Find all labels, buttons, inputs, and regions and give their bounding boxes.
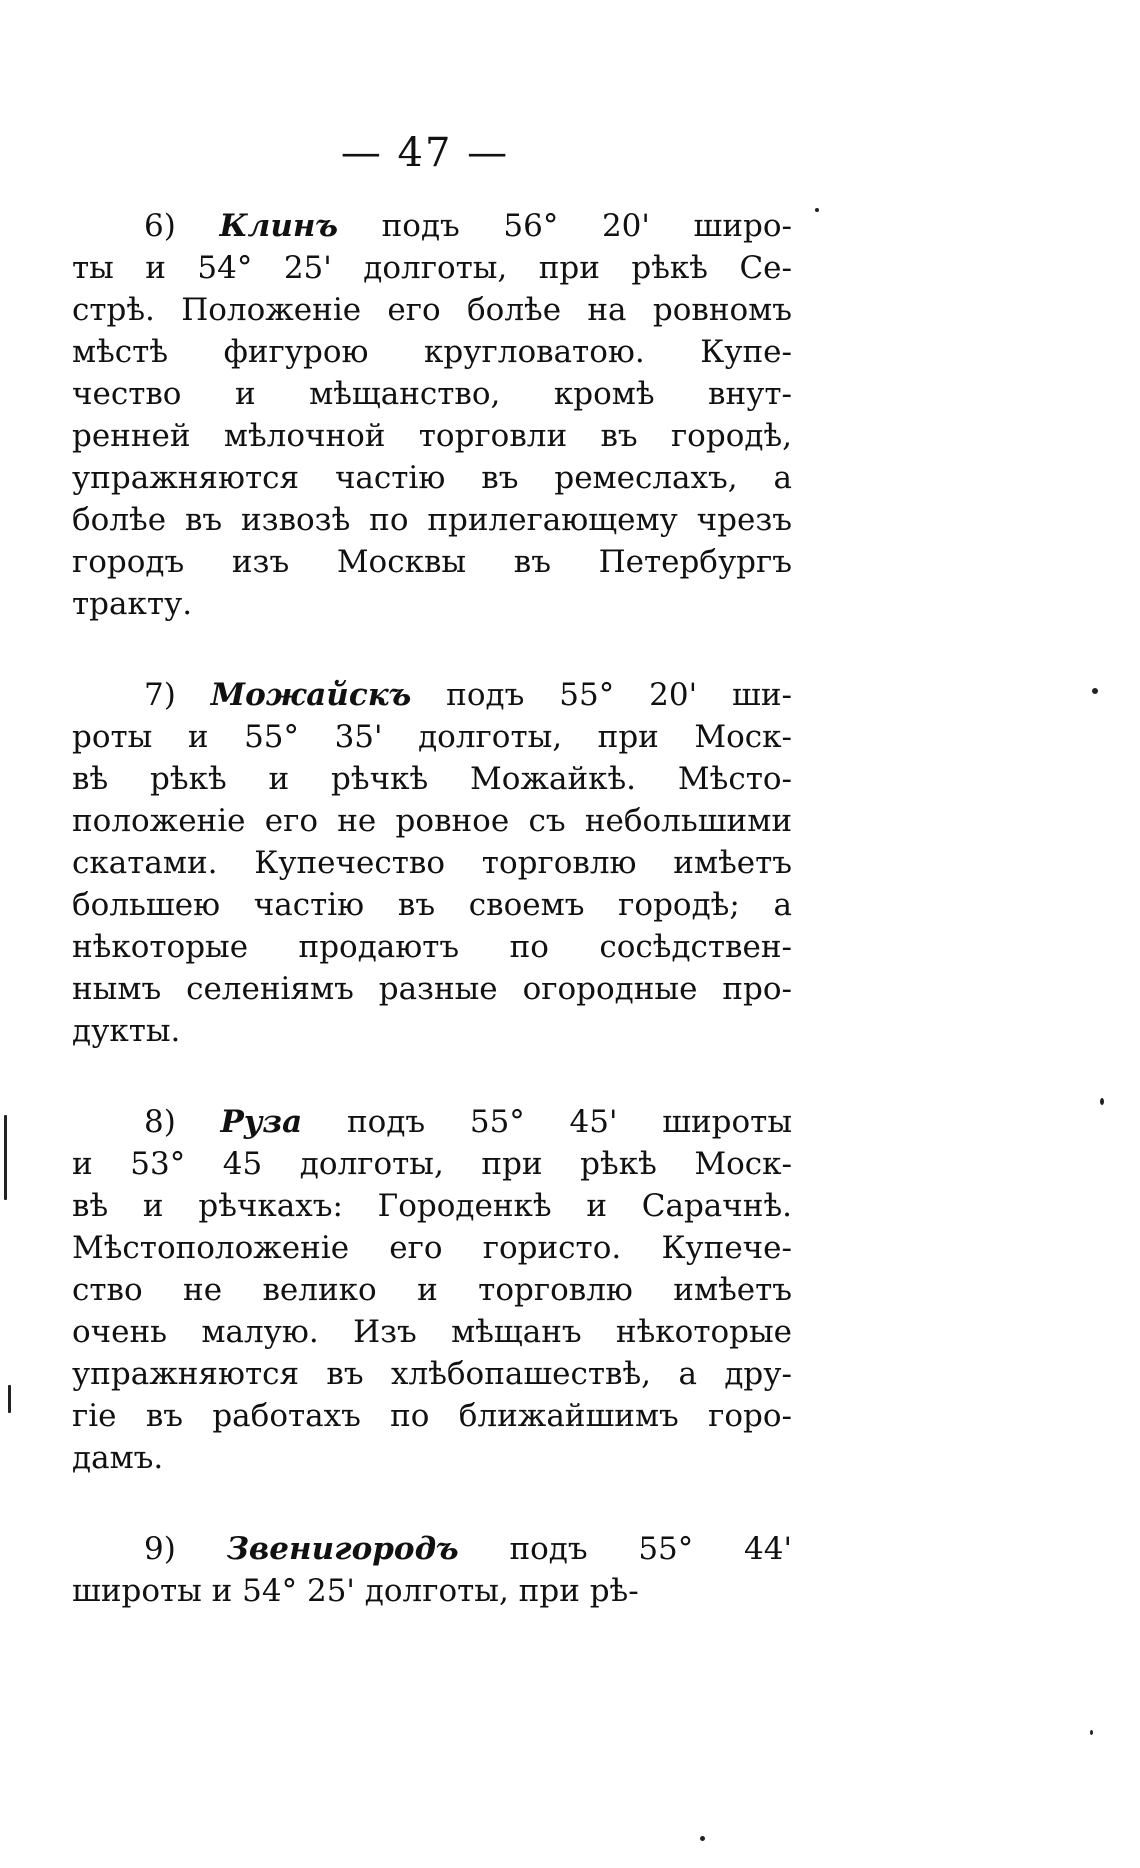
body-text	[72, 205, 792, 1661]
entry-number: 9)	[144, 1531, 227, 1567]
ink-speck	[8, 1385, 11, 1413]
text-line	[72, 205, 792, 247]
text-line: дукты.	[72, 1013, 181, 1049]
paragraph	[72, 674, 792, 1052]
text-line: ты и 54° 25' долготы, при рѣкѣ Се-	[72, 250, 792, 286]
paragraph	[72, 1528, 792, 1612]
line-text: подъ 55° 44'	[458, 1531, 792, 1567]
entry-number: 8)	[144, 1104, 221, 1140]
text-line	[72, 674, 792, 716]
text-line: и 53° 45 долготы, при рѣкѣ Моск-	[72, 1146, 792, 1182]
text-line: большею частію въ своемъ городѣ; а	[72, 887, 792, 923]
text-line: вѣ и рѣчкахъ: Городенкѣ и Сарачнѣ.	[72, 1188, 792, 1224]
text-line: городъ изъ Москвы въ Петербургъ	[72, 544, 792, 580]
text-line: очень малую. Изъ мѣщанъ нѣкоторые	[72, 1314, 792, 1350]
text-line: широты и 54° 25' долготы, при рѣ-	[72, 1573, 639, 1609]
text-line	[72, 1101, 792, 1143]
ink-speck	[1100, 1098, 1104, 1105]
ink-speck	[1090, 1730, 1093, 1735]
text-line: упражняются частію въ ремеслахъ, а	[72, 460, 792, 496]
ink-speck	[1092, 688, 1098, 694]
entry-number: 7)	[144, 677, 211, 713]
line-text: подъ 55° 20' ши-	[411, 677, 792, 713]
text-line: упражняются въ хлѣбопашествѣ, а дру-	[72, 1356, 792, 1392]
text-line: гіе въ работахъ по ближайшимъ горо-	[72, 1398, 792, 1434]
text-line: нѣкоторые продаютъ по сосѣдствен-	[72, 929, 792, 965]
ink-speck	[815, 208, 819, 212]
line-text: подъ 56° 20' широ-	[338, 208, 792, 244]
ink-speck	[4, 1115, 7, 1200]
town-name: Можайскъ	[210, 677, 412, 713]
text-line: стрѣ. Положеніе его болѣе на ровномъ	[72, 292, 792, 328]
paragraph	[72, 205, 792, 625]
text-line: вѣ рѣкѣ и рѣчкѣ Можайкѣ. Мѣсто-	[72, 761, 792, 797]
text-line: болѣе въ извозѣ по прилегающему чрезъ	[72, 502, 792, 538]
town-name: Руза	[220, 1104, 303, 1140]
text-line: скатами. Купечество торговлю имѣетъ	[72, 845, 792, 881]
text-line	[72, 1528, 792, 1570]
text-line: тракту.	[72, 586, 193, 622]
entry-number: 6)	[144, 208, 220, 244]
text-line: мѣстѣ фигурою кругловатою. Купе-	[72, 334, 792, 370]
text-line: дамъ.	[72, 1440, 164, 1476]
text-line: ство не велико и торговлю имѣетъ	[72, 1272, 792, 1308]
line-text: подъ 55° 45' широты	[302, 1104, 793, 1140]
text-line: чество и мѣщанство, кромѣ внут-	[72, 376, 792, 412]
text-line: ренней мѣлочной торговли въ городѣ,	[72, 418, 792, 454]
text-line: Мѣстоположеніе его гористо. Купече-	[72, 1230, 792, 1266]
paragraph	[72, 1101, 792, 1479]
town-name: Клинъ	[219, 208, 339, 244]
text-line: роты и 55° 35' долготы, при Моск-	[72, 719, 792, 755]
text-line: нымъ селеніямъ разные огородные про-	[72, 971, 792, 1007]
ink-speck	[700, 1836, 705, 1841]
town-name: Звенигородъ	[226, 1531, 459, 1567]
page-number: — 47 —	[340, 130, 510, 176]
text-line: положеніе его не ровное съ небольшими	[72, 803, 792, 839]
